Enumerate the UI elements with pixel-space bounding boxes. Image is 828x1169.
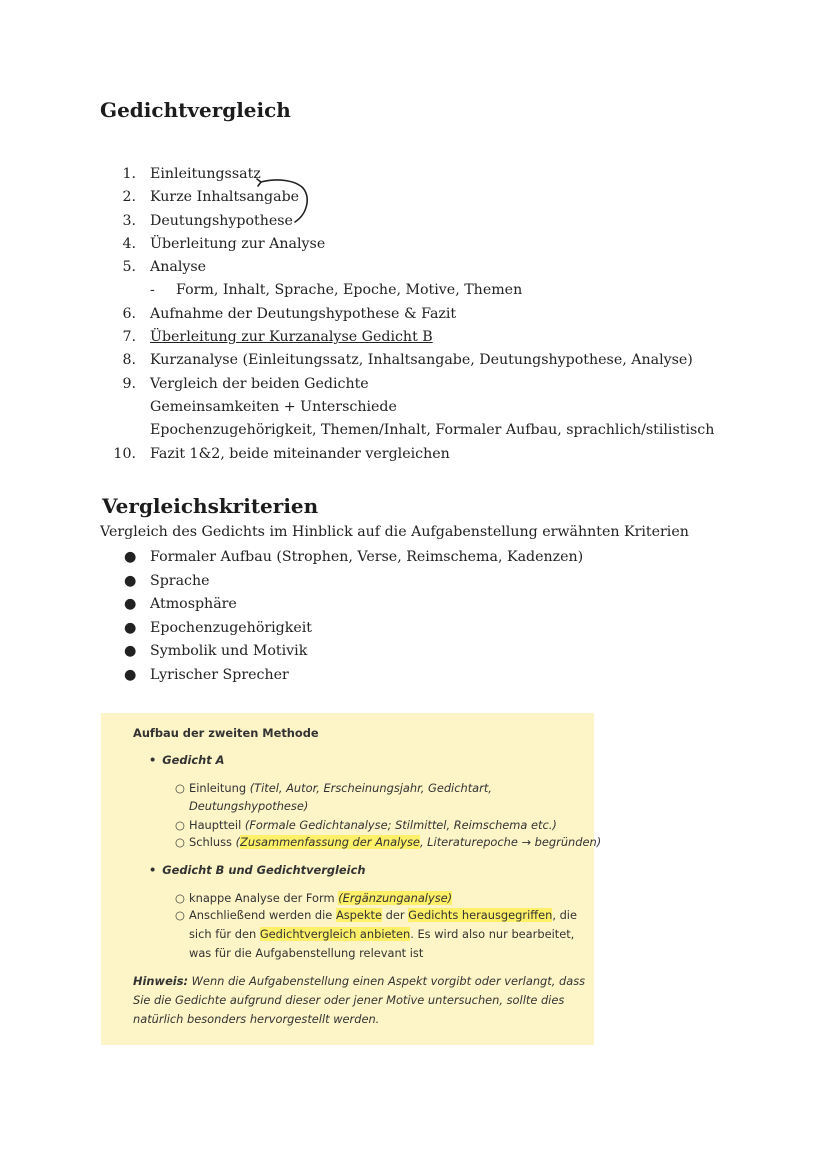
highlight: Gedichtvergleich anbieten	[259, 927, 411, 941]
sub-item: - Form, Inhalt, Sprache, Epoche, Motive, Themen	[150, 282, 523, 299]
bullet-icon: ●	[124, 666, 137, 683]
hint-text: Hinweis: Wenn die Aufgabenstellung einen Aspekt vorgibt oder verlangt, dass	[133, 974, 586, 988]
list-item: 7. Überleitung zur Kurzanalyse Gedicht B	[122, 329, 433, 346]
list-item: Schluss (Zusammenfassung der Analyse, Literaturepoche → begründen)	[189, 835, 602, 849]
method-note-box	[101, 713, 602, 1045]
section-title: Vergleichskriterien	[102, 494, 319, 518]
poem-a-heading: • Gedicht A	[149, 753, 225, 767]
handwritten-arrow-icon	[255, 170, 315, 230]
list-item-continuation: Deutungshypothese)	[189, 799, 309, 813]
poem-b-heading: • Gedicht B und Gedichtvergleich	[149, 863, 366, 877]
list-item: 3. Deutungshypothese	[122, 212, 293, 229]
list-item: ● Epochenzugehörigkeit	[100, 617, 583, 641]
section-intro: Vergleich des Gedichts im Hinblick auf die Aufgabenstellung erwähnten Kriterien	[100, 524, 689, 540]
circle-bullet-icon: ○	[175, 835, 185, 849]
circle-bullet-icon: ○	[175, 781, 185, 795]
bullet-icon: ●	[124, 619, 137, 636]
highlight: Zusammenfassung der Analyse	[240, 835, 420, 849]
highlight: Aspekte	[335, 908, 382, 922]
box-title: Aufbau der zweiten Methode	[133, 726, 319, 740]
list-item: Einleitung (Titel, Autor, Erscheinungsjahr, Gedichtart,	[189, 781, 492, 795]
highlight: Gedichts herausgegriffen	[408, 908, 553, 922]
bullet-icon: ●	[124, 572, 137, 589]
bullet-icon: ●	[124, 549, 137, 565]
bullet-icon: •	[149, 863, 157, 877]
bullet-icon: ●	[124, 596, 137, 612]
list-item: 2. Kurze Inhaltsangabe	[122, 189, 300, 206]
underlined-text: Überleitung zur Kurzanalyse Gedicht B	[150, 329, 433, 346]
list-item: ● Lyrischer Sprecher	[100, 664, 583, 688]
list-item: ● Symbolik und Motivik	[100, 640, 583, 664]
list-item-continuation: was für die Aufgabenstellung relevant ist	[189, 946, 424, 960]
list-item: 1. Einleitungssatz	[122, 166, 261, 182]
list-item: 8. Kurzanalyse (Einleitungssatz, Inhaltsangabe, Deutungshypothese, Analyse)	[122, 352, 693, 369]
circle-bullet-icon: ○	[175, 818, 185, 832]
page-title: Gedichtvergleich	[100, 98, 291, 122]
list-item: knappe Analyse der Form (Ergänzunganalyse)	[189, 891, 453, 905]
list-item: ● Sprache	[100, 570, 583, 594]
circle-bullet-icon: ○	[175, 908, 185, 922]
criteria-list	[100, 546, 583, 687]
list-item: 4. Überleitung zur Analyse	[122, 235, 326, 252]
circle-bullet-icon: ○	[175, 891, 185, 905]
highlight: (Ergänzunganalyse)	[338, 891, 453, 905]
list-item: Anschließend werden die Aspekte der Gedichts herausgegriffen, die	[189, 908, 577, 922]
bullet-icon: •	[149, 753, 157, 767]
steps-list	[100, 163, 740, 466]
list-item: ● Formaler Aufbau (Strophen, Verse, Reimschema, Kadenzen)	[100, 546, 583, 570]
hint-text: Sie die Gedichte aufgrund dieser oder jener Motive untersuchen, sollte dies	[133, 993, 565, 1007]
list-item: 5. Analyse - Form, Inhalt, Sprache, Epoche, Motive, Themen	[100, 256, 740, 303]
list-item: 10. Fazit 1&2, beide miteinander vergleichen	[113, 445, 450, 462]
list-item: 6. Aufnahme der Deutungshypothese & Fazit	[122, 305, 457, 322]
hint-text: natürlich besonders hervorgestellt werden.	[133, 1012, 380, 1026]
list-item: Hauptteil (Formale Gedichtanalyse; Stilmittel, Reimschema etc.)	[189, 818, 557, 832]
list-item: 9. Vergleich der beiden Gedichte Gemeinsamkeiten + Unterschiede Epochenzugehörigkeit, Themen/Inhalt, Formaler Aufbau, sprachlich/stilistisch	[122, 375, 715, 439]
list-item: ● Atmosphäre	[100, 593, 583, 617]
list-item-continuation: sich für den Gedichtvergleich anbieten. Es wird also nur bearbeitet,	[189, 927, 575, 941]
bullet-icon: ●	[124, 643, 137, 659]
